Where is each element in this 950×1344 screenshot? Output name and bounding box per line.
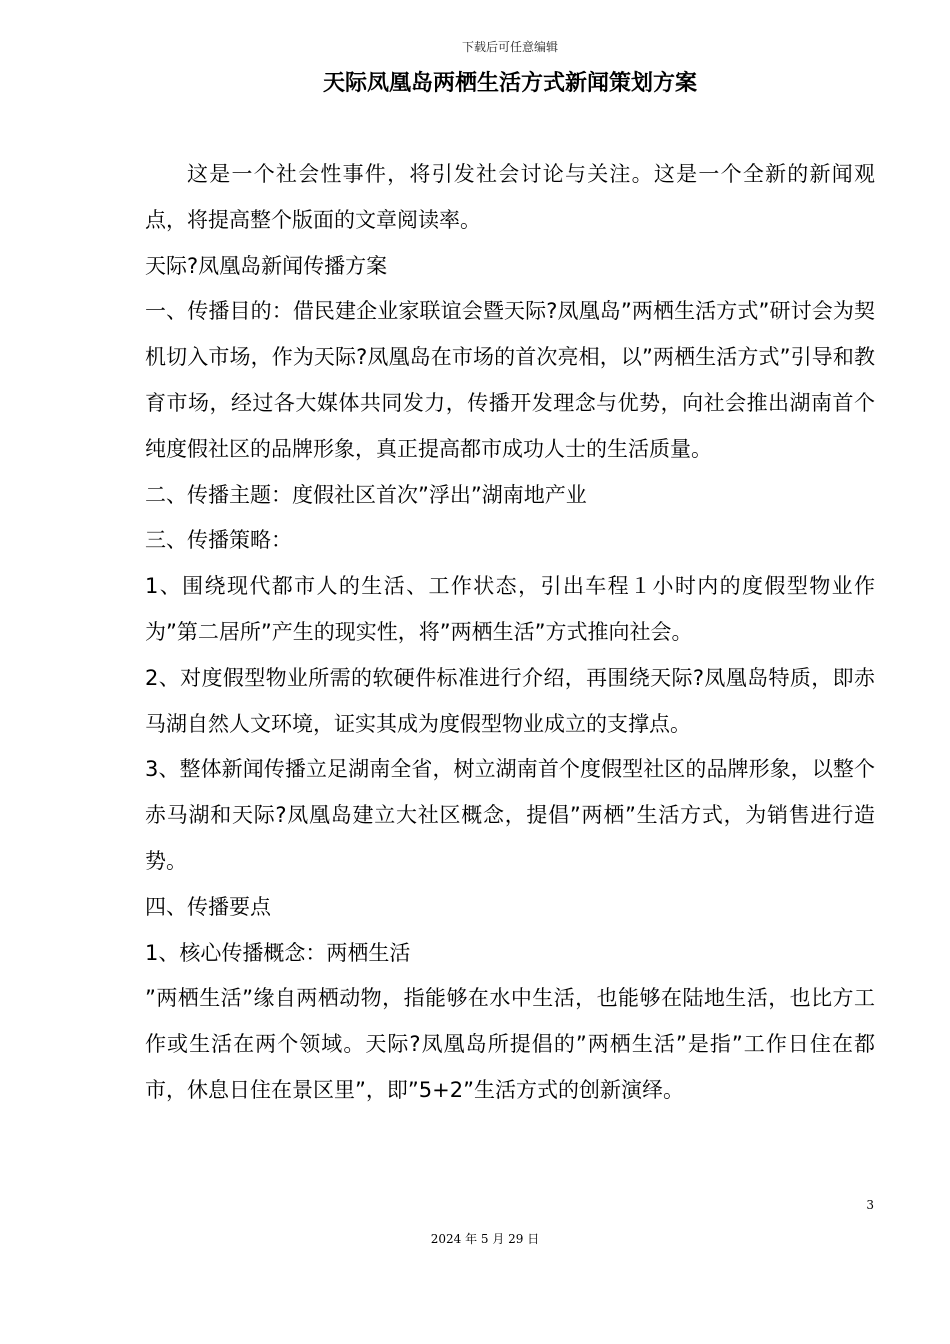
key-point-1: 1、核心传播概念：两栖生活: [145, 940, 411, 965]
strategy-item-1: 1、围绕现代都市人的生活、工作状态，引出车程１小时内的度假型物业作为”第二居所”产生的现实性，将”两栖生活”方式推向社会。: [145, 574, 875, 644]
section-heading-plan: 天际?凤凰岛新闻传播方案: [145, 253, 388, 278]
strategy-item-2: 2、对度假型物业所需的软硬件标准进行介绍，再围绕天际?凤凰岛特质，即赤马湖自然人文环境，证实其成为度假型物业成立的支撑点。: [145, 665, 875, 736]
paragraph-amphibious-life: ”两栖生活”缘自两栖动物，指能够在水中生活，也能够在陆地生活，也比方工作或生活在两个领域。天际?凤凰岛所提倡的”两栖生活”是指”工作日住在都市，休息日住在景区里”，即”5+2”生活方式的创新演绎。: [145, 986, 875, 1102]
page-number: 3: [866, 1198, 874, 1212]
section-heading-strategy: 三、传播策略：: [145, 528, 292, 553]
strategy-item-3: 3、整体新闻传播立足湖南全省，树立湖南首个度假型社区的品牌形象，以整个赤马湖和天际?凤凰岛建立大社区概念，提倡”两栖”生活方式，为销售进行造势。: [145, 757, 875, 873]
section-heading-key-points: 四、传播要点: [145, 894, 271, 919]
document-title: 天际凤凰岛两栖生活方式新闻策划方案: [322, 71, 697, 96]
document-body: [145, 152, 875, 1114]
paragraph-purpose: 一、传播目的：借民建企业家联谊会暨天际?凤凰岛”两栖生活方式”研讨会为契机切入市场，作为天际?凤凰岛在市场的首次亮相，以”两栖生活方式”引导和教育市场，经过各大媒体共同发力，传播开发理念与优势，向社会推出湖南首个纯度假社区的品牌形象，真正提高都市成功人士的生活质量。: [145, 299, 875, 461]
intro-paragraph: 这是一个社会性事件，将引发社会讨论与关注。这是一个全新的新闻观点，将提高整个版面的文章阅读率。: [145, 162, 875, 232]
footer-date: 2024 年 5 月 29 日: [430, 1232, 540, 1246]
paragraph-theme: 二、传播主题：度假社区首次”浮出”湖南地产业: [145, 482, 587, 507]
header-note: 下载后可任意编辑: [461, 40, 558, 54]
